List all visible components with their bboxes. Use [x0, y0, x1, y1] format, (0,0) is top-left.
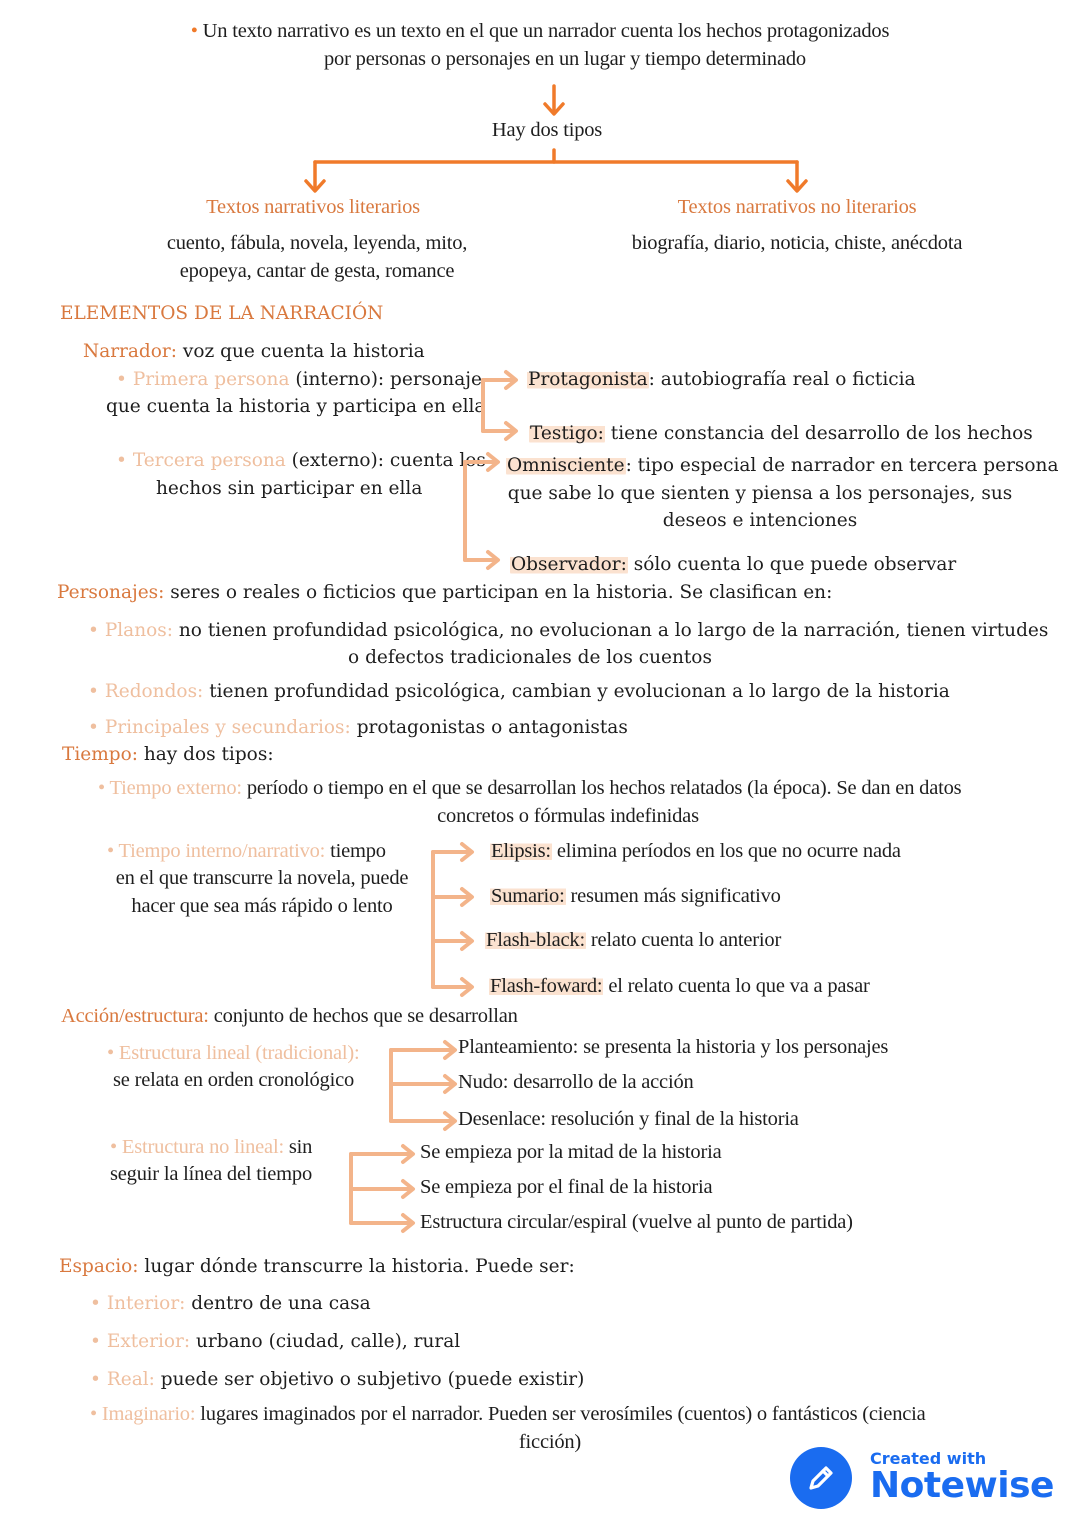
espacio-real: • Real: puede ser objetivo o subjetivo (puede existir) [90, 1369, 585, 1390]
flash-black-label: Flash-black: [486, 929, 585, 951]
tiempo-externo-line-2: concretos o fórmulas indefinidas [437, 805, 699, 827]
omnisciente-label: Omnisciente [507, 455, 625, 476]
tiempo-externo: • Tiempo externo: período o tiempo en el que se desarrollan los hechos relatados (la época). Se dan en datos [98, 777, 962, 799]
branch-elipsis: Elipsis: elimina períodos en los que no ocurre nada [491, 840, 901, 862]
tiempo-externo-label: Tiempo externo: [109, 777, 242, 799]
tiempo-label: Tiempo: [62, 744, 138, 765]
narrador-label: Narrador: [83, 341, 177, 362]
espacio-imaginario-line-2: ficción) [518, 1431, 582, 1453]
branch-circular: Estructura circular/espiral (vuelve al punto de partida) [420, 1211, 853, 1233]
espacio-exterior: • Exterior: urbano (ciudad, calle), rural [90, 1331, 461, 1352]
tercera-persona-line-2: hechos sin participar en ella [156, 478, 423, 499]
bullet: • [190, 20, 198, 42]
imaginario-label: Imaginario: [101, 1403, 196, 1425]
principales-label: Principales y secundarios: [104, 717, 351, 738]
branch-sumario: Sumario: resumen más significativo [491, 885, 781, 907]
branch-planteamiento: Planteamiento: se presenta la historia y los personajes [458, 1036, 889, 1058]
tercera-persona-label: Tercera persona [132, 450, 286, 471]
intro-line-1: • Un texto narrativo es un texto en el que un narrador cuenta los hechos protagonizados [190, 20, 890, 42]
personajes-label: Personajes: [57, 582, 165, 603]
personaje-redondos: • Redondos: tienen profundidad psicológica, cambian y evolucionan a lo largo de la historia [88, 681, 950, 702]
notewise-wordmark: Notewise [870, 1465, 1054, 1506]
tiempo-line: Tiempo: hay dos tipos: [62, 744, 274, 765]
elipsis-label: Elipsis: [491, 840, 551, 862]
created-with-text: Created with [870, 1449, 987, 1468]
planos-label: Planos: [104, 620, 173, 641]
branch-flash-black: Flash-black: relato cuenta lo anterior [486, 929, 782, 951]
flash-foward-label: Flash-foward: [490, 975, 603, 997]
personaje-principales: • Principales y secundarios: protagonistas o antagonistas [88, 717, 628, 738]
types-subheading: Hay dos tipos [491, 119, 603, 141]
estructura-no-lineal-label: Estructura no lineal: [121, 1136, 284, 1158]
branch-observador: Observador: sólo cuenta lo que puede observar [511, 554, 957, 575]
omnisciente-line-2: que sabe lo que sienten y piensa a los personajes, sus [507, 483, 1013, 504]
estructura-no-lineal-line-2: seguir la línea del tiempo [110, 1163, 313, 1185]
estructura-lineal-line-1: • Estructura lineal (tradicional): [107, 1042, 360, 1064]
tiempo-interno-line-2: en el que transcurre la novela, puede [115, 867, 409, 889]
branch-mitad: Se empieza por la mitad de la historia [420, 1141, 722, 1163]
protagonista-label: Protagonista [528, 369, 648, 390]
testigo-label: Testigo: [530, 423, 604, 444]
espacio-interior: • Interior: dentro de una casa [90, 1293, 371, 1314]
tiempo-interno-line-1: • Tiempo interno/narrativo: tiempo [107, 840, 386, 862]
sumario-label: Sumario: [491, 885, 565, 907]
pencil-icon [790, 1447, 852, 1509]
personaje-planos: • Planos: no tienen profundidad psicológica, no evolucionan a lo largo de la narración, tienen virtudes [88, 620, 1049, 641]
espacio-imaginario: • Imaginario: lugares imaginados por el narrador. Pueden ser verosímiles (cuentos) o fantásticos (ciencia [90, 1403, 926, 1425]
real-label: Real: [106, 1369, 155, 1390]
tiempo-interno-line-3: hacer que sea más rápido o lento [131, 895, 393, 917]
espacio-line: Espacio: lugar dónde transcurre la historia. Puede ser: [59, 1256, 575, 1277]
accion-line: Acción/estructura: conjunto de hechos que se desarrollan [61, 1005, 518, 1027]
tiempo-interno-label: Tiempo interno/narrativo: [118, 840, 326, 862]
branch-protagonista: Protagonista: autobiografía real o ficticia [528, 369, 916, 390]
branch-flash-foward: Flash-foward: el relato cuenta lo que va a pasar [490, 975, 870, 997]
literary-examples-2: epopeya, cantar de gesta, romance [179, 260, 455, 282]
exterior-label: Exterior: [106, 1331, 191, 1352]
primera-persona-line-1: • Primera persona (interno): personaje [116, 369, 482, 390]
elements-heading: ELEMENTOS DE LA NARRACIÓN [60, 303, 384, 324]
tercera-persona-line-1: • Tercera persona (externo): cuenta los [116, 450, 486, 471]
literary-examples-1: cuento, fábula, novela, leyenda, mito, [166, 232, 468, 254]
personajes-line: Personajes: seres o reales o ficticios que participan en la historia. Se clasifican en: [57, 582, 833, 603]
estructura-no-lineal-line-1: • Estructura no lineal: sin [110, 1136, 313, 1158]
estructura-lineal-line-2: se relata en orden cronológico [113, 1069, 355, 1091]
notewise-badge [790, 1447, 1054, 1509]
literary-title: Textos narrativos literarios [206, 196, 420, 218]
personaje-planos-line-2: o defectos tradicionales de los cuentos [348, 647, 712, 668]
branch-omnisciente: Omnisciente: tipo especial de narrador en tercera persona [507, 455, 1059, 476]
branch-testigo: Testigo: tiene constancia del desarrollo de los hechos [530, 423, 1033, 444]
non-literary-examples: biografía, diario, noticia, chiste, anécdota [631, 232, 963, 254]
redondos-label: Redondos: [104, 681, 204, 702]
narrador-line: Narrador: voz que cuenta la historia [83, 341, 425, 362]
observador-label: Observador: [511, 554, 627, 575]
espacio-label: Espacio: [59, 1256, 139, 1277]
interior-label: Interior: [106, 1293, 186, 1314]
branch-final: Se empieza por el final de la historia [420, 1176, 713, 1198]
omnisciente-line-3: deseos e intenciones [662, 510, 858, 531]
non-literary-title: Textos narrativos no literarios [677, 196, 917, 218]
branch-desenlace: Desenlace: resolución y final de la historia [458, 1108, 799, 1130]
primera-persona-line-2: que cuenta la historia y participa en ella [106, 396, 486, 417]
primera-persona-label: Primera persona [132, 369, 290, 390]
accion-label: Acción/estructura: [61, 1005, 209, 1027]
estructura-lineal-label: Estructura lineal (tradicional): [118, 1042, 360, 1064]
intro-line-2: por personas o personajes en un lugar y tiempo determinado [324, 48, 806, 70]
branch-nudo: Nudo: desarrollo de la acción [458, 1071, 694, 1093]
